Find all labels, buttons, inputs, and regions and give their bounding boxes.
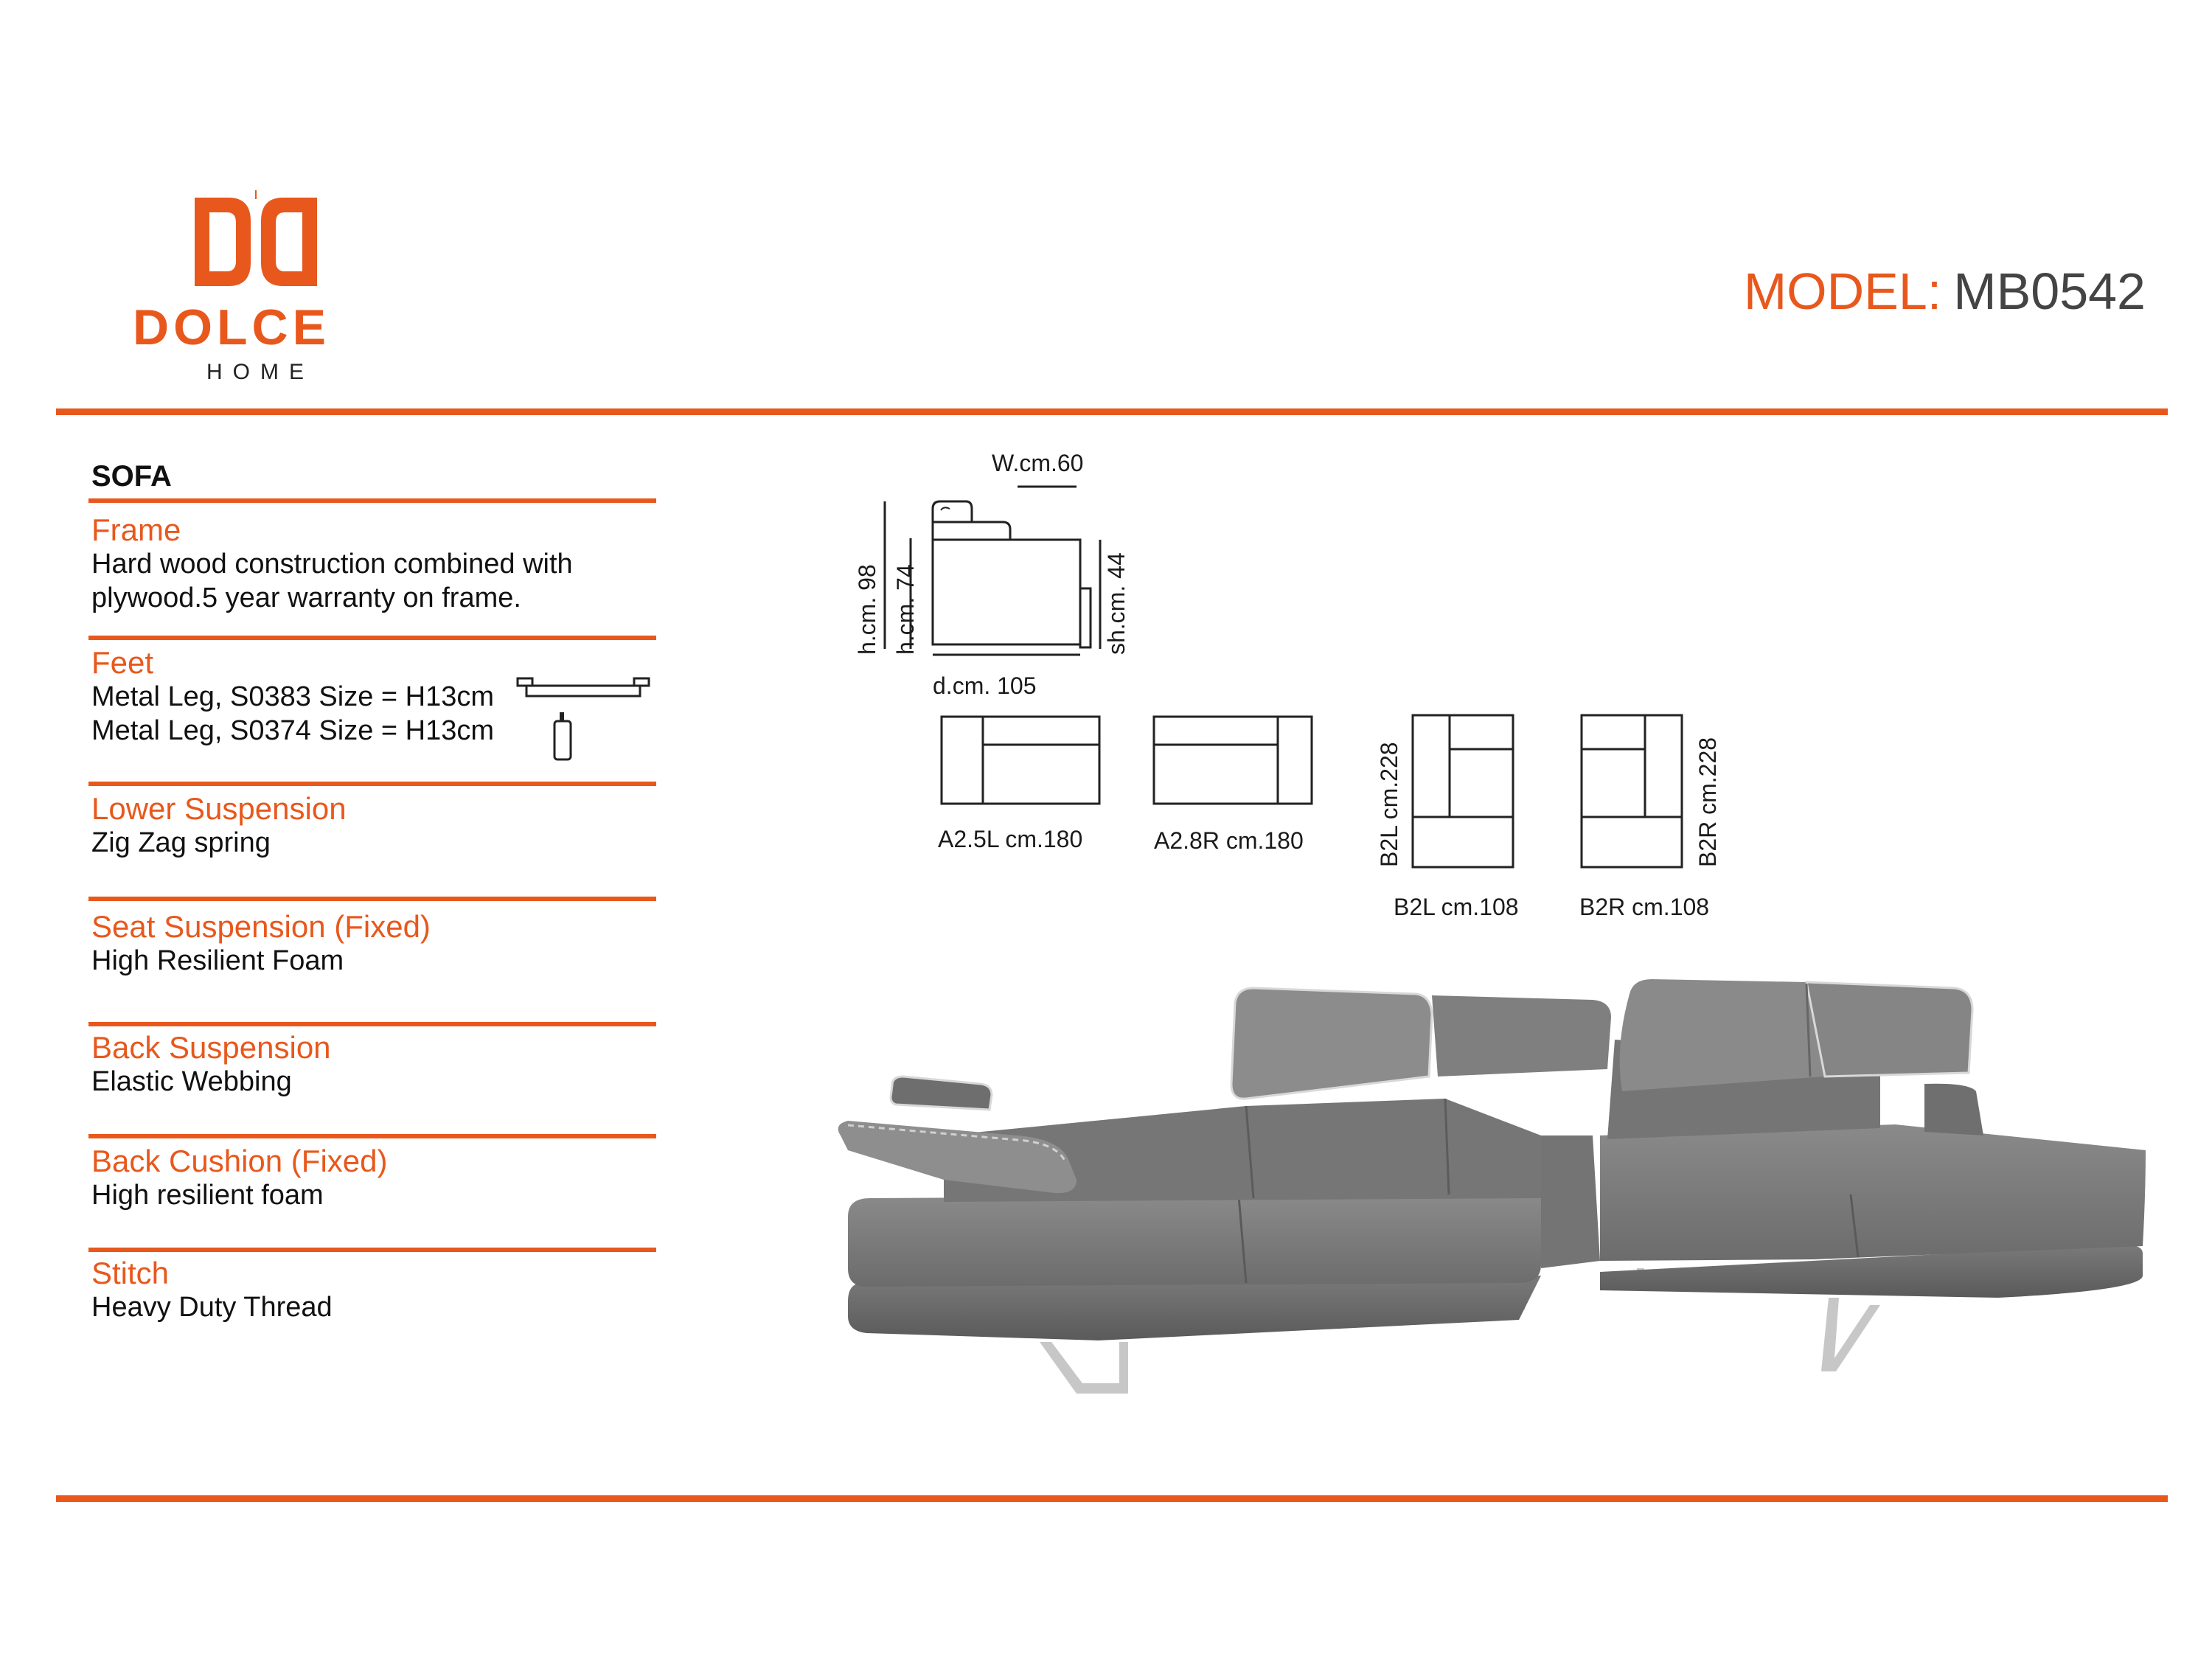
spec-seat-heading: Seat Suspension (Fixed) [91, 909, 431, 944]
spec-feet-line1: Metal Leg, S0383 Size = H13cm [91, 681, 495, 712]
spec-feet-heading: Feet [91, 645, 154, 680]
spec-back-body: Elastic Webbing [91, 1066, 292, 1097]
model-label: MODEL: [1743, 262, 1942, 320]
spec-stitch-heading: Stitch [91, 1256, 170, 1290]
module-a25l-label: A2.5L cm.180 [938, 826, 1083, 852]
header-divider [56, 408, 2168, 415]
spec-stitch [91, 1256, 652, 1324]
spec-seat [91, 910, 652, 978]
spec-feet-line2: Metal Leg, S0374 Size = H13cm [91, 715, 495, 746]
module-b2l-side: B2L cm.228 [1376, 742, 1402, 867]
spec-title: SOFA [91, 460, 172, 493]
spec-back [91, 1031, 652, 1099]
spec-cushion-body: High resilient foam [91, 1180, 324, 1211]
dd-logo-icon [193, 190, 319, 293]
spec-frame-heading: Frame [91, 512, 181, 547]
module-b2r-side: B2R cm.228 [1694, 737, 1721, 867]
brand-sub: HOME [206, 360, 314, 384]
model-title [1744, 262, 2146, 321]
spec-cushion-heading: Back Cushion (Fixed) [91, 1144, 388, 1178]
spec-lower [91, 792, 652, 860]
spec-divider [88, 636, 656, 640]
spec-lower-heading: Lower Suspension [91, 791, 347, 826]
spec-frame-line2: plywood.5 year warranty on frame. [91, 582, 521, 613]
spec-lower-body: Zig Zag spring [91, 827, 271, 858]
spec-divider [88, 1248, 656, 1252]
sofa-photo-icon [833, 973, 2146, 1416]
spec-stitch-body: Heavy Duty Thread [91, 1292, 333, 1323]
metal-leg-cylinder-icon [552, 712, 574, 764]
spec-cushion [91, 1144, 652, 1212]
dim-seat-height: sh.cm. 44 [1103, 552, 1130, 655]
spec-divider [88, 897, 656, 901]
module-a25l-plan [940, 715, 1102, 807]
spec-frame-line1: Hard wood construction combined with [91, 549, 573, 580]
module-a28r-label: A2.8R cm.180 [1154, 827, 1304, 854]
spec-divider [88, 1022, 656, 1026]
module-b2l-plan [1411, 714, 1516, 870]
module-b2l-label: B2L cm.108 [1394, 894, 1519, 920]
dim-width: W.cm.60 [992, 450, 1084, 476]
module-b2r-label: B2R cm.108 [1579, 894, 1710, 920]
spec-divider [88, 1134, 656, 1138]
module-b2r-plan [1580, 714, 1685, 870]
dim-height-total: h.cm. 98 [854, 564, 880, 655]
spec-back-heading: Back Suspension [91, 1030, 331, 1065]
metal-leg-bar-icon [516, 677, 650, 703]
spec-divider [88, 782, 656, 786]
spec-seat-body: High Resilient Foam [91, 945, 344, 976]
footer-divider [56, 1495, 2168, 1502]
module-a28r-plan [1152, 715, 1315, 807]
dim-depth: d.cm. 105 [933, 672, 1037, 699]
spec-divider [88, 498, 656, 503]
spec-frame [91, 513, 652, 615]
brand-name: DOLCE [133, 299, 330, 355]
model-number: MB0542 [1953, 262, 2146, 320]
dim-height-arm: h.cm. 74 [892, 564, 919, 655]
